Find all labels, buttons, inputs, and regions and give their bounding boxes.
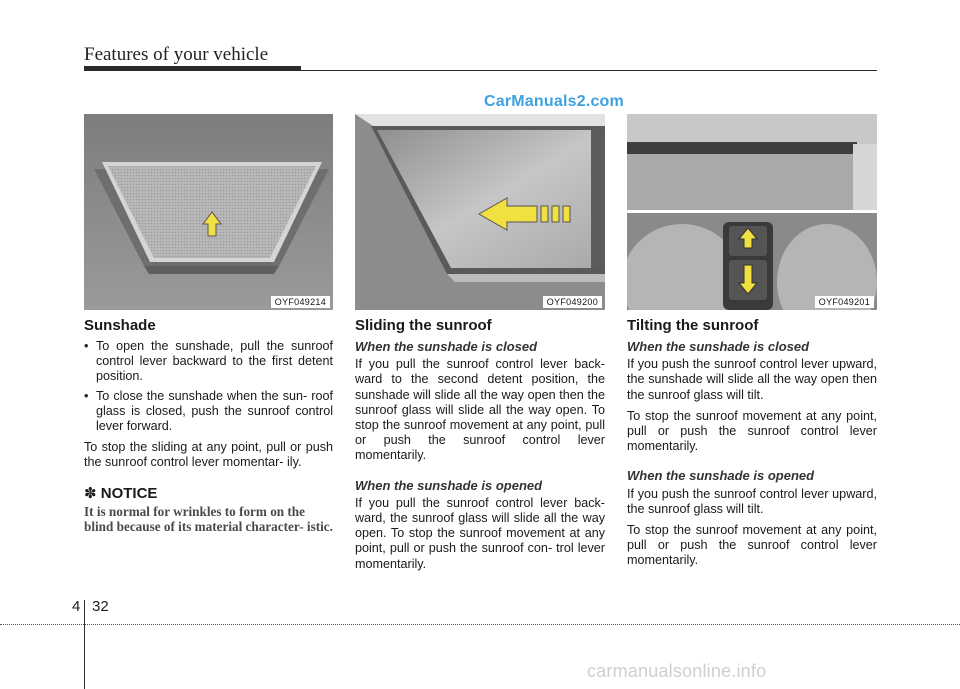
footer-dotted-rule	[0, 624, 960, 625]
section-title-sliding: Sliding the sunroof	[355, 317, 492, 334]
paragraph-tilt-closed-1: If you push the sunroof control lever upward, the sunshade will slide all the way open then the sunroof glass will tilt.	[627, 357, 877, 402]
subhead-tilt-closed: When the sunshade is closed	[627, 339, 810, 354]
figure-code: OYF049214	[271, 296, 330, 308]
paragraph-sliding-opened: If you pull the sunroof control lever back- ward, the sunroof glass will slide all the way open. To stop the sunroof movement at any point, pull or push the sunroof con- trol lever momentarily.	[355, 495, 605, 571]
notice-title: NOTICE	[100, 484, 158, 502]
figure-code: OYF049201	[815, 296, 874, 308]
notice-icon: ✽	[84, 484, 101, 502]
subhead-sunshade-closed: When the sunshade is closed	[355, 339, 538, 354]
section-title-tilting: Tilting the sunroof	[627, 317, 759, 334]
footer-vertical-rule	[84, 600, 85, 689]
bullet-open-sunshade: • To open the sunshade, pull the sunroof control lever backward to the first detent position.	[84, 339, 333, 385]
subhead-sunshade-opened: When the sunshade is opened	[355, 477, 543, 493]
page-number: 32	[92, 598, 109, 615]
figure-code: OYF049200	[543, 296, 602, 308]
column-sliding	[355, 313, 605, 578]
header-rule-thin	[84, 70, 877, 71]
sunshade-illustration	[84, 114, 333, 310]
sunshade-bullet-list	[84, 339, 333, 434]
notice-heading	[84, 486, 333, 501]
footer-watermark: carmanualsonline.info	[587, 661, 767, 681]
paragraph-tilt-opened-1: If you push the sunroof control lever upward, the sunroof glass will tilt.	[627, 486, 877, 516]
paragraph-stop-sliding: To stop the sliding at any point, pull or push the sunroof control lever momentar- ily.	[84, 440, 333, 470]
tilting-illustration	[627, 114, 877, 310]
paragraph-tilt-closed-2: To stop the sunroof movement at any point, pull or push the sunroof control lever momentarily.	[627, 408, 877, 454]
figure-tilting-sunroof	[627, 114, 877, 310]
figure-sliding-sunroof	[355, 114, 605, 310]
paragraph-tilt-opened-2: To stop the sunroof movement at any point, pull or push the sunroof control lever momentarily.	[627, 523, 877, 568]
bullet-close-sunshade: • To close the sunshade when the sun- roof glass is closed, push the sunroof control lever forward.	[84, 389, 333, 435]
chapter-number: 4	[72, 598, 81, 615]
figure-sunshade	[84, 114, 333, 310]
section-title-sunshade: Sunshade	[84, 317, 156, 334]
column-tilting	[627, 313, 877, 575]
watermark: CarManuals2.com	[484, 93, 624, 110]
paragraph-sliding-closed: If you pull the sunroof control lever back- ward to the second detent position, the sunshade will slide all the way open then the sunroof glass will slide all the way open. To stop the sunroof movement at any point, pull or push the sunroof control lever momentarily.	[355, 357, 605, 463]
subhead-tilt-opened: When the sunshade is opened	[627, 468, 815, 484]
notice-body: It is normal for wrinkles to form on the blind because of its material character- istic.	[84, 503, 333, 535]
column-sunshade	[84, 313, 333, 535]
page-header-title: Features of your vehicle	[84, 44, 269, 65]
sliding-illustration	[355, 114, 605, 310]
